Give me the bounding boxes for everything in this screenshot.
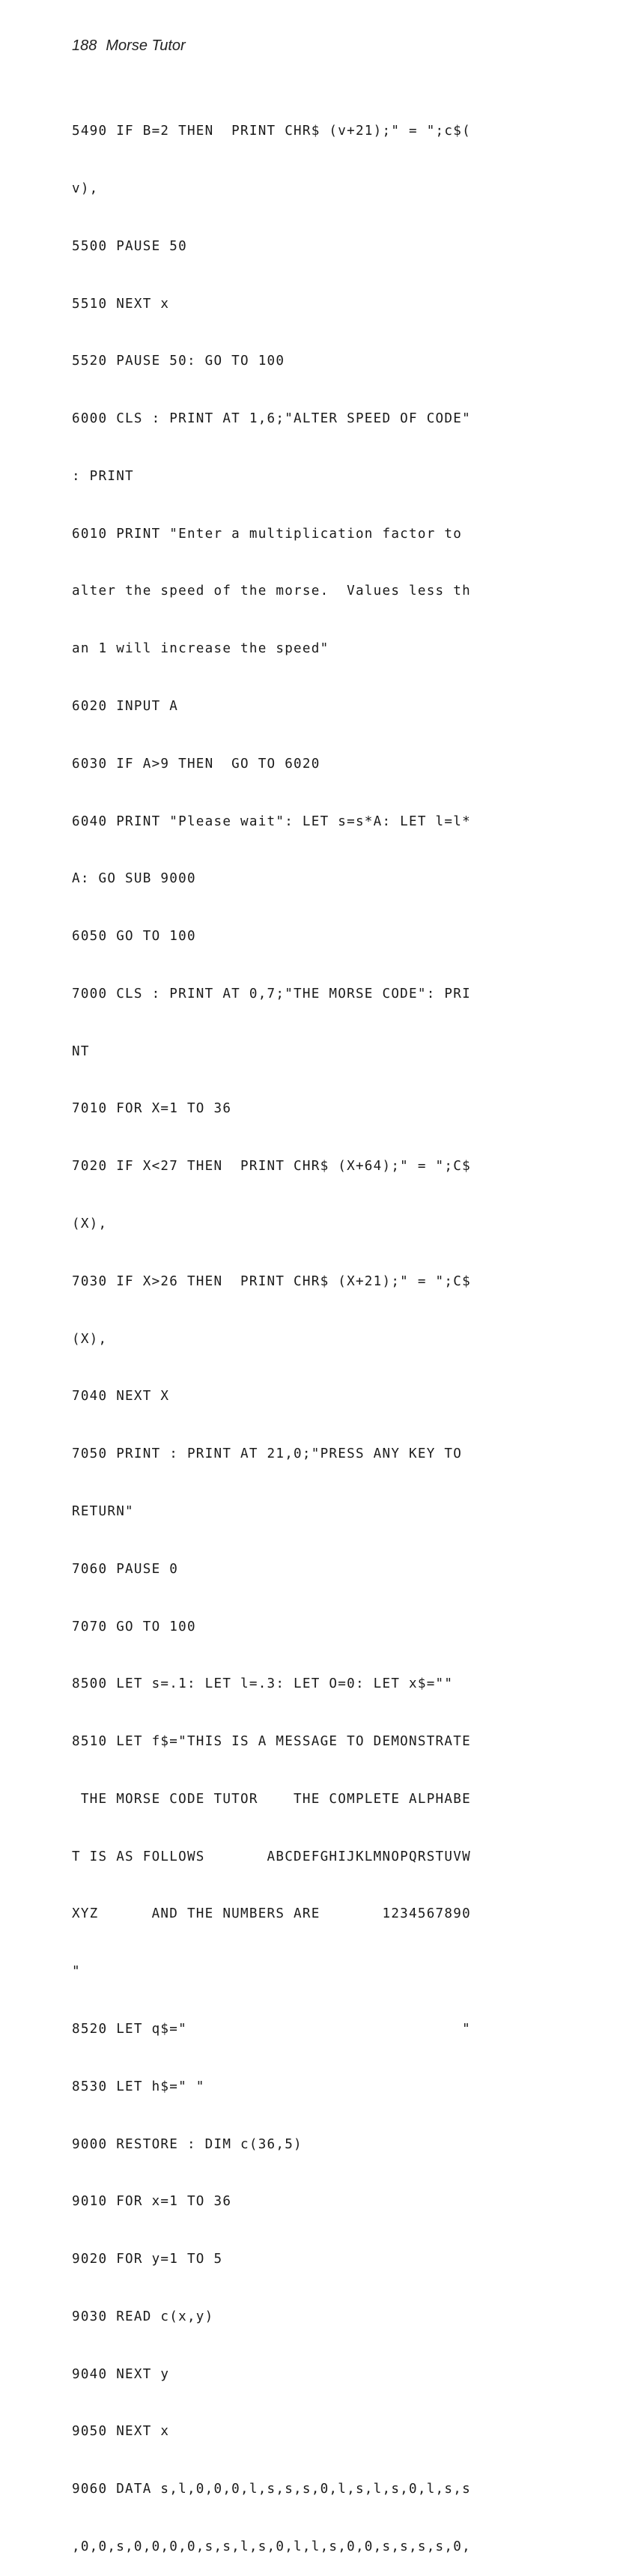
code-line: 6010 PRINT "Enter a multiplication factor to	[72, 526, 463, 542]
code-line: 9000 RESTORE : DIM c(36,5)	[72, 2136, 303, 2152]
page-number: 188	[72, 37, 97, 54]
code-line: 5520 PAUSE 50: GO TO 100	[72, 354, 285, 369]
code-line: 6040 PRINT "Please wait": LET s=s*A: LET l=l*	[72, 813, 471, 829]
code-line: 6050 GO TO 100	[72, 929, 196, 945]
code-line: (X),	[72, 1331, 108, 1347]
code-line: 7030 IF X>26 THEN PRINT CHR$ (X+21);" = ";C$	[72, 1273, 471, 1289]
code-line: an 1 will increase the speed"	[72, 641, 329, 657]
code-line: 9040 NEXT y	[72, 2366, 170, 2382]
code-line: RETURN"	[72, 1503, 134, 1519]
code-line: 7040 NEXT X	[72, 1389, 170, 1404]
code-line: 8520 LET q$=" "	[72, 2021, 471, 2037]
code-line: 9020 FOR y=1 TO 5	[72, 2252, 223, 2267]
code-line: 9050 NEXT x	[72, 2424, 170, 2440]
code-line: 8530 LET h$=" "	[72, 2079, 205, 2094]
code-line: T IS AS FOLLOWS ABCDEFGHIJKLMNOPQRSTUVW	[72, 1849, 471, 1864]
code-line: THE MORSE CODE TUTOR THE COMPLETE ALPHABE	[72, 1791, 471, 1807]
code-line: 7010 FOR X=1 TO 36	[72, 1101, 232, 1117]
code-line: NT	[72, 1043, 90, 1059]
code-line: : PRINT	[72, 468, 134, 484]
code-line: 9010 FOR x=1 TO 36	[72, 2194, 232, 2210]
code-line: 5490 IF B=2 THEN PRINT CHR$ (v+21);" = ";c$(	[72, 124, 471, 139]
code-line: alter the speed of the morse. Values less th	[72, 584, 471, 599]
code-line: (X),	[72, 1216, 108, 1232]
code-line: 5500 PAUSE 50	[72, 238, 187, 254]
code-line: v),	[72, 181, 99, 196]
basic-program-listing	[72, 84, 596, 2576]
code-line: 7020 IF X<27 THEN PRINT CHR$ (X+64);" = ";C$	[72, 1159, 471, 1175]
code-line: 6030 IF A>9 THEN GO TO 6020	[72, 756, 320, 772]
code-line: 6000 CLS : PRINT AT 1,6;"ALTER SPEED OF CODE"	[72, 411, 471, 427]
page-header	[72, 37, 186, 55]
code-line: 7070 GO TO 100	[72, 1619, 196, 1634]
code-line: 8500 LET s=.1: LET l=.3: LET O=0: LET x$=""	[72, 1676, 454, 1692]
code-line: 9030 READ c(x,y)	[72, 2309, 214, 2324]
code-line: 7050 PRINT : PRINT AT 21,0;"PRESS ANY KEY TO	[72, 1446, 463, 1462]
code-line: 7000 CLS : PRINT AT 0,7;"THE MORSE CODE": PRI	[72, 986, 471, 1001]
code-line: 9060 DATA s,l,0,0,0,l,s,s,s,0,l,s,l,s,0,l,s,s	[72, 2482, 471, 2497]
code-line: "	[72, 1964, 81, 1980]
code-line: 5510 NEXT x	[72, 296, 170, 312]
code-line: 8510 LET f$="THIS IS A MESSAGE TO DEMONSTRATE	[72, 1734, 471, 1750]
code-line: A: GO SUB 9000	[72, 871, 196, 887]
chapter-title: Morse Tutor	[106, 37, 186, 54]
code-line: 6020 INPUT A	[72, 699, 179, 714]
code-line: 7060 PAUSE 0	[72, 1561, 179, 1577]
code-line: XYZ AND THE NUMBERS ARE 1234567890	[72, 1906, 471, 1922]
code-line: ,0,0,s,0,0,0,0,s,s,l,s,0,l,l,s,0,0,s,s,s,s,0,	[72, 2539, 471, 2554]
